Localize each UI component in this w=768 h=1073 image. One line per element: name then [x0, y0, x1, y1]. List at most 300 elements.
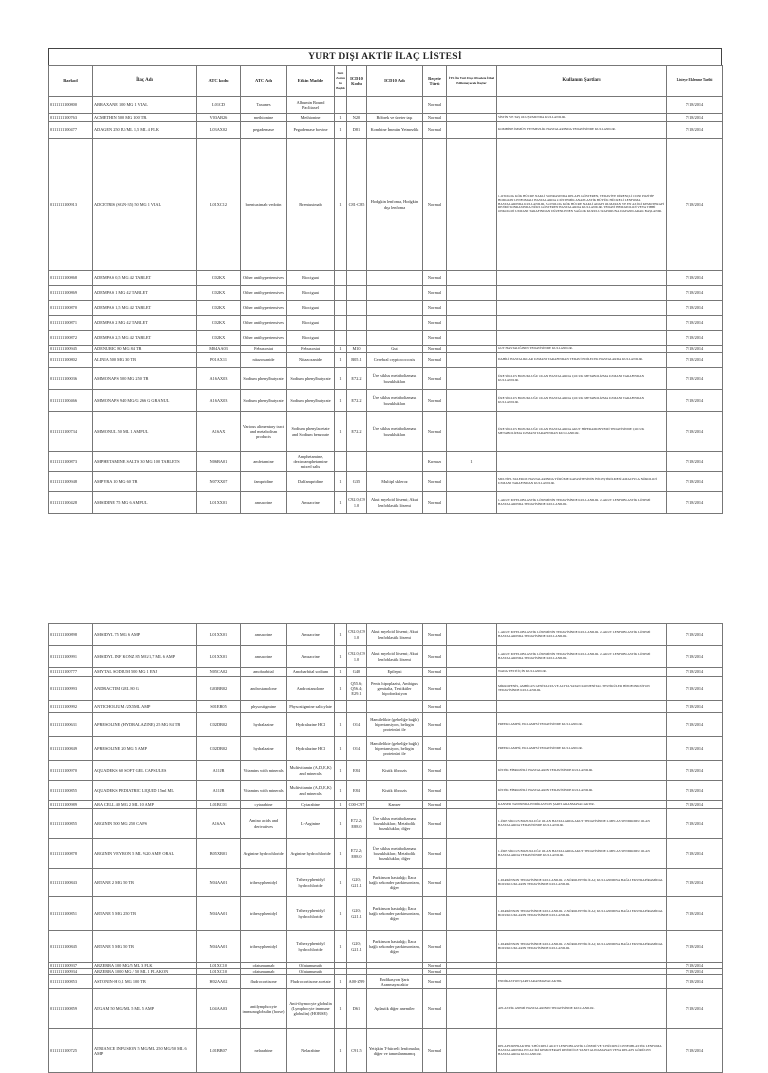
- cell-recete-turu: Normal: [423, 839, 447, 869]
- cell-listeye-eklenme: 7/18/2014: [667, 353, 723, 368]
- cell-etkin-madde: Androstanolone: [287, 677, 335, 701]
- cell-etkin-madde: L-Arginine: [287, 809, 335, 839]
- cell-icd10-adi: Kombine İmmün Yetmezlik: [367, 122, 423, 139]
- cell-icd10-kodu: G20; G21.1: [347, 931, 367, 963]
- cell-icd10-adi: [367, 452, 423, 472]
- cell-kullanim-sartlari: ÜRE SİKLUS BOZUKLUĞU OLAN HASTALARDA ÇOCUK METABOLİZMA UZMANI TARAFINDAN KULLANILIR.: [497, 390, 667, 412]
- cell-icd10-adi: Üre siklus metabolizması bozuklukları: [367, 390, 423, 412]
- cell-etkin-madde: Nelarabine: [287, 1029, 335, 1073]
- cell-kullanim-sartlari: 1-PARKİNSON TEDAVİSİNDE KULLANILIR. 2-NÖROLEPTİK İLAÇ KULLANIMINA BAĞLI EKSTRAPİRAMİDAL BOZUKLUKLARIN TEDAVİSİNDE KULLANILIR.: [497, 869, 667, 897]
- cell-atc-adi: Vitamins with minerals: [241, 781, 287, 801]
- cell-icd10-kodu: [347, 452, 367, 472]
- cell-atc-kodu: H02AA02: [197, 975, 241, 989]
- cell-sutt: 1: [335, 353, 347, 368]
- cell-listeye-eklenme: 7/18/2014: [667, 97, 723, 114]
- cell-barkod: 0111111100870: [49, 301, 93, 316]
- cell-atc-adi: Febuxostat: [241, 346, 287, 353]
- table-row: [49, 931, 723, 963]
- cell-recete-turu: Normal: [423, 492, 447, 514]
- cell-atc-kodu: N04AA01: [197, 869, 241, 897]
- cell-its-ithal: 1: [447, 452, 497, 472]
- cell-icd10-adi: Cerebral cryptococcosis: [367, 353, 423, 368]
- cell-icd10-kodu: E72.2; E88.0: [347, 839, 367, 869]
- cell-ilac-adi: ATRIANCE INFUSION 5 MG/ML 250 MG/50 ML 6 AMP: [93, 1029, 197, 1073]
- cell-listeye-eklenme: 7/18/2014: [667, 781, 723, 801]
- cell-atc-adi: amsacrine: [241, 492, 287, 514]
- cell-recete-turu: Normal: [423, 646, 447, 668]
- cell-icd10-kodu: E84: [347, 781, 367, 801]
- table-row: [49, 809, 723, 839]
- cell-atc-adi: Sodium phenylbutyrate: [241, 390, 287, 412]
- cell-atc-adi: amobarbital: [241, 668, 287, 677]
- table-row: [49, 301, 723, 316]
- cell-its-ithal: [447, 97, 497, 114]
- cell-atc-adi: androstanolone: [241, 677, 287, 701]
- cell-icd10-adi: [367, 301, 423, 316]
- cell-atc-kodu: A11JB: [197, 761, 241, 781]
- cell-atc-kodu: V03AB26: [197, 114, 241, 122]
- cell-icd10-adi: Üre siklus metabolizması bozuklukları; Metabolik bozukluklar, diğer: [367, 809, 423, 839]
- cell-icd10-adi: Üre siklus metabolizması bozuklukları: [367, 368, 423, 390]
- cell-barkod: 0111111100934: [49, 969, 93, 975]
- cell-atc-adi: Amino acids and derivatives: [241, 809, 287, 839]
- cell-sutt: 1: [335, 114, 347, 122]
- cell-atc-adi: trihexyphenidyl: [241, 897, 287, 931]
- cell-listeye-eklenme: 7/18/2014: [667, 286, 723, 301]
- header-listeye-eklenme: Listeye Eklenme Tarihi: [667, 66, 723, 97]
- cell-icd10-kodu: [347, 97, 367, 114]
- cell-atc-kodu: S01EB05: [197, 701, 241, 713]
- cell-its-ithal: [447, 301, 497, 316]
- cell-listeye-eklenme: 7/18/2014: [667, 809, 723, 839]
- cell-recete-turu: Normal: [423, 472, 447, 492]
- cell-ilac-adi: ADEMPAS 2,5 MG 42 TABLET: [93, 331, 197, 346]
- cell-kullanim-sartlari: 1-ÜRE SİKLUS BOZUKLUĞU OLAN HASTALARDA AKUT TEDAVİSİNDE 2-MELAS SENDROMU OLAN HASTALARDA TEDAVİSİNDE KULLANILIR.: [497, 839, 667, 869]
- cell-ilac-adi: APRESOLINE 20 MG 5 AMP: [93, 737, 197, 761]
- cell-etkin-madde: Febuxostat: [287, 346, 335, 353]
- cell-its-ithal: [447, 677, 497, 701]
- cell-listeye-eklenme: 7/18/2014: [667, 139, 723, 271]
- cell-icd10-kodu: D81: [347, 122, 367, 139]
- header-row: [49, 66, 723, 97]
- cell-atc-adi: hydralazine: [241, 737, 287, 761]
- cell-ilac-adi: AMMONAPS 500 MG 250 TB: [93, 368, 197, 390]
- cell-recete-turu: Normal: [423, 801, 447, 809]
- header-etkin-madde: Etkin Madde: [287, 66, 335, 97]
- cell-atc-kodu: L01BC01: [197, 801, 241, 809]
- cell-etkin-madde: Sodium phenylbutyrate: [287, 368, 335, 390]
- cell-icd10-kodu: G35: [347, 472, 367, 492]
- cell-ilac-adi: AQUADEKS PEDIATRIC LIQUID 15ml ML: [93, 781, 197, 801]
- cell-its-ithal: [447, 839, 497, 869]
- table-row: [49, 331, 723, 346]
- cell-kullanim-sartlari: 1-PARKİNSON TEDAVİSİNDE KULLANILIR. 2-NÖROLEPTİK İLAÇ KULLANIMINA BAĞLI EKSTRAPİRAMİDAL BOZUKLUKLARIN TEDAVİSİNDE KULLANILIR.: [497, 931, 667, 963]
- cell-barkod: 0111111100993: [49, 677, 93, 701]
- cell-listeye-eklenme: 7/18/2014: [667, 368, 723, 390]
- cell-listeye-eklenme: 7/18/2014: [667, 668, 723, 677]
- cell-listeye-eklenme: 7/18/2014: [667, 801, 723, 809]
- cell-listeye-eklenme: 7/18/2014: [667, 114, 723, 122]
- cell-its-ithal: [447, 668, 497, 677]
- cell-icd10-kodu: N20: [347, 114, 367, 122]
- cell-its-ithal: [447, 472, 497, 492]
- cell-ilac-adi: AMSIDYL INF KONZ 85 MG/1,7 ML 6 AMP: [93, 646, 197, 668]
- cell-sutt: 1: [335, 472, 347, 492]
- cell-barkod: 0111111100868: [49, 271, 93, 286]
- cell-sutt: 1: [335, 809, 347, 839]
- table-row: [49, 368, 723, 390]
- cell-icd10-kodu: [347, 271, 367, 286]
- cell-ilac-adi: ADCETRIS (SGN-35) 50 MG 1 VIAL: [93, 139, 197, 271]
- cell-recete-turu: Normal: [423, 761, 447, 781]
- cell-etkin-madde: Brentuximab: [287, 139, 335, 271]
- cell-atc-kodu: L04AA03: [197, 989, 241, 1029]
- header-barkod: Barkod: [49, 66, 93, 97]
- cell-its-ithal: [447, 492, 497, 514]
- cell-icd10-adi: [367, 331, 423, 346]
- drug-table: [48, 65, 723, 1073]
- cell-listeye-eklenme: 7/18/2014: [667, 122, 723, 139]
- cell-ilac-adi: ADEMPAS 1,5 MG 42 TABLET: [93, 301, 197, 316]
- cell-etkin-madde: Riociguat: [287, 301, 335, 316]
- cell-barkod: 0111111100991: [49, 646, 93, 668]
- cell-its-ithal: [447, 781, 497, 801]
- cell-ilac-adi: ABRAXANE 100 MG 1 VIAL: [93, 97, 197, 114]
- cell-ilac-adi: AQUADEKS 60 SOFT GEL CAPSULES: [93, 761, 197, 781]
- cell-sutt: 1: [335, 713, 347, 737]
- cell-atc-adi: hydralazine: [241, 713, 287, 737]
- cell-atc-adi: amsacrine: [241, 624, 287, 646]
- drug-table-body: [49, 97, 723, 1073]
- cell-listeye-eklenme: 7/18/2014: [667, 963, 723, 969]
- cell-etkin-madde: Riociguat: [287, 316, 335, 331]
- cell-sutt: 1: [335, 122, 347, 139]
- cell-icd10-kodu: G20; G21.1: [347, 869, 367, 897]
- table-row: [49, 271, 723, 286]
- cell-icd10-adi: [367, 316, 423, 331]
- cell-listeye-eklenme: 7/18/2014: [667, 975, 723, 989]
- cell-recete-turu: Normal: [423, 963, 447, 969]
- cell-listeye-eklenme: 7/18/2014: [667, 713, 723, 737]
- cell-icd10-kodu: E72.2: [347, 368, 367, 390]
- cell-kullanim-sartlari: GUT HASTALIĞININ TEDAVİSİNDE KULLANILIR.: [497, 346, 667, 353]
- cell-barkod: 0111111100800: [49, 97, 93, 114]
- cell-sutt: 1: [335, 781, 347, 801]
- table-row: [49, 286, 723, 301]
- cell-icd10-kodu: C92.0;C91.0: [347, 624, 367, 646]
- cell-atc-kodu: C02KX: [197, 301, 241, 316]
- cell-atc-kodu: L01BB07: [197, 1029, 241, 1073]
- header-sutt: Sutt Zorunlu Başlık: [335, 66, 347, 97]
- cell-atc-kodu: L03AX02: [197, 122, 241, 139]
- cell-barkod: 0111111100734: [49, 412, 93, 452]
- cell-icd10-kodu: G20; G21.1: [347, 897, 367, 931]
- cell-atc-kodu: C02DB02: [197, 737, 241, 761]
- table-row: [49, 781, 723, 801]
- cell-its-ithal: [447, 286, 497, 301]
- cell-atc-kodu: P01AX11: [197, 353, 241, 368]
- cell-its-ithal: [447, 114, 497, 122]
- cell-kullanim-sartlari: [497, 286, 667, 301]
- cell-ilac-adi: AMSIDINE 75 MG 6 AMPUL: [93, 492, 197, 514]
- cell-its-ithal: [447, 139, 497, 271]
- cell-etkin-madde: Amsacrine: [287, 646, 335, 668]
- cell-atc-kodu: C02DB02: [197, 713, 241, 737]
- cell-sutt: [335, 301, 347, 316]
- cell-atc-kodu: L01XC10: [197, 963, 241, 969]
- cell-its-ithal: [447, 975, 497, 989]
- cell-icd10-kodu: C81-C85: [347, 139, 367, 271]
- cell-icd10-kodu: C91.5: [347, 1029, 367, 1073]
- cell-atc-adi: Other antihypertensives: [241, 301, 287, 316]
- cell-barkod: 0111111100878: [49, 839, 93, 869]
- cell-listeye-eklenme: 7/18/2014: [667, 331, 723, 346]
- cell-its-ithal: [447, 368, 497, 390]
- cell-kullanim-sartlari: MULTİPL SKLEROZ HASTALARINDA YÜRÜME KAPASİTESİNİN İYİLEŞTİRİLMESİ AMACIYLA NÖROLOJİ UZMANI TARAFINDAN KULLANILIR.: [497, 472, 667, 492]
- cell-etkin-madde: Albumin Bound Paclitaxel: [287, 97, 335, 114]
- table-row: [49, 737, 723, 761]
- cell-sutt: [335, 97, 347, 114]
- cell-recete-turu: Normal: [423, 781, 447, 801]
- cell-ilac-adi: ANTICHOLIUM /2X5ML AMP: [93, 701, 197, 713]
- cell-barkod: 0111111100859: [49, 989, 93, 1029]
- cell-sutt: 1: [335, 989, 347, 1029]
- header-its-ithal: İTS İle Yurt Dışı Obsolete İthal Edilemeyecek İlaçlar: [447, 66, 497, 97]
- cell-icd10-adi: Yetişkin T-hücreli lenfomalar, diğer ve tanımlanmamış: [367, 1029, 423, 1073]
- cell-icd10-kodu: [347, 286, 367, 301]
- cell-atc-adi: pegademase: [241, 122, 287, 139]
- cell-icd10-adi: Multipl skleroz: [367, 472, 423, 492]
- cell-icd10-adi: Kanser: [367, 801, 423, 809]
- cell-etkin-madde: Trihexyphenidyl hydrochloride: [287, 931, 335, 963]
- cell-kullanim-sartlari: KOMBİNE İMMÜN YETMEZLİK HASTALARINDA TEDAVİSİNDE KULLANILIR.: [497, 122, 667, 139]
- cell-its-ithal: [447, 761, 497, 781]
- cell-ilac-adi: AMPYRA 10 MG 60 TB: [93, 472, 197, 492]
- cell-listeye-eklenme: 7/18/2014: [667, 624, 723, 646]
- table-row: [49, 869, 723, 897]
- cell-listeye-eklenme: 7/18/2014: [667, 701, 723, 713]
- cell-listeye-eklenme: 7/18/2014: [667, 646, 723, 668]
- cell-atc-adi: Taxanes: [241, 97, 287, 114]
- table-row: [49, 114, 723, 122]
- cell-atc-kodu: N05CA02: [197, 668, 241, 677]
- cell-listeye-eklenme: 7/18/2014: [667, 346, 723, 353]
- cell-etkin-madde: Trihexyphenidyl hydrochloride: [287, 897, 335, 931]
- cell-listeye-eklenme: 7/18/2014: [667, 677, 723, 701]
- cell-icd10-adi: Penis hipoplazisi, Ambigus genitalia, Testiküler hipofonksiyon: [367, 677, 423, 701]
- cell-icd10-adi: Hamilelikte (gebeliğe bağlı) hipertansiyon, belirgin proteinüri ile: [367, 737, 423, 761]
- cell-icd10-adi: Epilepsi: [367, 668, 423, 677]
- cell-icd10-kodu: E84: [347, 761, 367, 781]
- cell-sutt: 1: [335, 869, 347, 897]
- cell-atc-kodu: A16AA: [197, 809, 241, 839]
- cell-ilac-adi: AMMONAPS 940 MG/G 266 G GRANUL: [93, 390, 197, 412]
- cell-sutt: 1: [335, 897, 347, 931]
- cell-ilac-adi: ARZERRA 1000 MG / 50 ML 1 FLAKON: [93, 969, 197, 975]
- cell-etkin-madde: Hydralazine HCl: [287, 713, 335, 737]
- cell-listeye-eklenme: 7/18/2014: [667, 492, 723, 514]
- cell-atc-kodu: C02KX: [197, 286, 241, 301]
- table-row: [49, 761, 723, 781]
- cell-barkod: 0111111100945: [49, 346, 93, 353]
- cell-icd10-adi: Parkinson hastalığı; İlaca bağlı sekonder parkinsonizm, diğer: [367, 931, 423, 963]
- header-recete-turu: Reçete Türü: [423, 66, 447, 97]
- cell-atc-kodu: A16AX03: [197, 390, 241, 412]
- cell-icd10-kodu: E72.2; E88.0: [347, 809, 367, 839]
- cell-etkin-madde: Hydralazine HCl: [287, 737, 335, 761]
- header-atc-kodu: ATC kodu: [197, 66, 241, 97]
- cell-ilac-adi: ARZERRA 100 MG/5 ML 3 FLK: [93, 963, 197, 969]
- cell-atc-adi: Vitamins with minerals: [241, 761, 287, 781]
- header-atc-adi: ATC Adı: [241, 66, 287, 97]
- cell-its-ithal: [447, 713, 497, 737]
- cell-atc-adi: trihexyphenidyl: [241, 931, 287, 963]
- cell-sutt: 1: [335, 1029, 347, 1073]
- cell-atc-kodu: M04AA03: [197, 346, 241, 353]
- cell-recete-turu: Normal: [423, 114, 447, 122]
- table-row: [49, 346, 723, 353]
- cell-etkin-madde: Dalfampridine: [287, 472, 335, 492]
- cell-barkod: 0111111100869: [49, 286, 93, 301]
- cell-kullanim-sartlari: 1-AKUT MYELOBLASTİK LÖSEMİNİN TEDAVİSİNDE KULLANILIR. 2-AKUT LENFOBLASTİK LÖSEMİ HASTALARINDA TEDAVİSİNDE KULLANILIR.: [497, 646, 667, 668]
- header-kullanim-sartlari: Kullanım Şartları: [497, 66, 667, 97]
- header-ilac-adi: İlaç Adı: [93, 66, 197, 97]
- cell-etkin-madde: Anti-thymocyte globulin (Lymphocyte immune globulin) (HORSE): [287, 989, 335, 1029]
- cell-barkod: 0111111100970: [49, 761, 93, 781]
- cell-atc-kodu: N07XX07: [197, 472, 241, 492]
- cell-recete-turu: Normal: [423, 809, 447, 839]
- cell-atc-kodu: L01CD: [197, 97, 241, 114]
- cell-sutt: 1: [335, 975, 347, 989]
- cell-etkin-madde: Multivitamin (A,D,E,K) and minerals: [287, 761, 335, 781]
- cell-recete-turu: Normal: [423, 286, 447, 301]
- table-row: [49, 472, 723, 492]
- cell-kullanim-sartlari: [497, 301, 667, 316]
- cell-barkod: 0111111100428: [49, 492, 93, 514]
- cell-icd10-adi: [367, 97, 423, 114]
- cell-etkin-madde: Sodium phenylacetate and Sodium benzoate: [287, 412, 335, 452]
- cell-its-ithal: [447, 346, 497, 353]
- cell-atc-adi: Other antihypertensives: [241, 316, 287, 331]
- cell-listeye-eklenme: 7/18/2014: [667, 761, 723, 781]
- cell-sutt: 1: [335, 677, 347, 701]
- cell-sutt: 1: [335, 412, 347, 452]
- cell-ilac-adi: AMSIDYL 75 MG 6 AMP: [93, 624, 197, 646]
- cell-etkin-madde: Arginine hydrochloride: [287, 839, 335, 869]
- cell-its-ithal: [447, 1029, 497, 1073]
- cell-recete-turu: Normal: [423, 1029, 447, 1073]
- cell-icd10-adi: Akut myeloid lösemi; Akut lenfoblastik lösemi: [367, 646, 423, 668]
- cell-kullanim-sartlari: DAHİLİ HASTALIKLAR UZMANI TARAFINDAN TEDAVİ EDİLECEK HASTALARDA KULLANILIR.: [497, 353, 667, 368]
- cell-barkod: 0111111100855: [49, 809, 93, 839]
- table-row: [49, 839, 723, 869]
- cell-atc-adi: Other antihypertensives: [241, 286, 287, 301]
- cell-kullanim-sartlari: [497, 701, 667, 713]
- cell-etkin-madde: Amsacrine: [287, 624, 335, 646]
- cell-sutt: [335, 452, 347, 472]
- cell-ilac-adi: ARTANE 5 MG 50 TB: [93, 931, 197, 963]
- cell-its-ithal: [447, 646, 497, 668]
- cell-its-ithal: [447, 331, 497, 346]
- cell-atc-kodu: C02KX: [197, 271, 241, 286]
- cell-barkod: 0111111100913: [49, 139, 93, 271]
- cell-atc-adi: trihexyphenidyl: [241, 869, 287, 897]
- cell-recete-turu: Normal: [423, 122, 447, 139]
- cell-ilac-adi: ATGAM 50 MG/ML 5 ML 5 AMP: [93, 989, 197, 1029]
- table-row: [49, 452, 723, 472]
- table-row: [49, 989, 723, 1029]
- cell-kullanim-sartlari: ÜRE SİKLUS BOZUKLUĞU OLAN HASTALARDA AKUT HİPERAMONYEMİ TEDAVİSİNDE ÇOCUK METABOLİZMA UZMANI TARAFINDAN KULLANILIR.: [497, 412, 667, 452]
- cell-atc-kodu: N04AA01: [197, 897, 241, 931]
- cell-ilac-adi: ACMETHIN 500 MG 100 TB.: [93, 114, 197, 122]
- cell-atc-adi: amsacrine: [241, 646, 287, 668]
- cell-barkod: 0111111100466: [49, 390, 93, 412]
- cell-sutt: 1: [335, 368, 347, 390]
- table-row: [49, 412, 723, 452]
- cell-icd10-adi: Parkinson hastalığı; İlaca bağlı sekonder parkinsonizm, diğer: [367, 869, 423, 897]
- cell-listeye-eklenme: 7/18/2014: [667, 316, 723, 331]
- cell-its-ithal: [447, 122, 497, 139]
- cell-kullanim-sartlari: MİKROPENİS, AMBİGUS GENİTALYA VE ALTTA YATAN KONJENİTAL TESTİKÜLER HİPOFONKSİYON TEDAVİSİNDE KULLANILIR.: [497, 677, 667, 701]
- cell-sutt: 1: [335, 761, 347, 781]
- page-break-gap: [49, 514, 723, 624]
- cell-etkin-madde: Nitazoxanide: [287, 353, 335, 368]
- table-row: [49, 139, 723, 271]
- cell-recete-turu: Normal: [423, 368, 447, 390]
- table-row: [49, 390, 723, 412]
- cell-kullanim-sartlari: 1-OTOLOG KÖK HÜCRE NAKLİ SONRASINDA RELAPS GÖSTEREN, TEDAVİYE DİRENÇLİ CD30 POZİTİF HODGKIN LENFOMALI HASTALARDA 2-SİSTEMİK ANAPLASTİK BÜYÜK HÜCRELİ LENFOMA HASTALARINDA KULLANILIR. 3-OTOLOG KÖK HÜCRE NAKLİ ADAYI OLMAYAN VE EN AZ İKİ KEMOTERAPİ REJİMİ SONRASINDA NÜKS GÖSTEREN HASTALARDA KULLANILIR. TEDAVİ HEMATOLOJİ VEYA TIBBİ ONKOLOJİ UZMANI TARAFINDAN DÜZENLENEN SAĞLIK KURULU RAPORUNA DAYANILARAK BAŞLANIR.: [497, 139, 667, 271]
- cell-atc-kodu: C02KX: [197, 331, 241, 346]
- cell-barkod: 0111111100989: [49, 801, 93, 809]
- cell-etkin-madde: Amobarbital sodium: [287, 668, 335, 677]
- cell-listeye-eklenme: 7/18/2014: [667, 897, 723, 931]
- document-title: YURT DIŞI AKTİF İLAÇ LİSTESİ: [48, 48, 722, 65]
- cell-icd10-kodu: Q55.6; Q56.4; E29.1: [347, 677, 367, 701]
- cell-listeye-eklenme: 7/18/2014: [667, 969, 723, 975]
- cell-icd10-kodu: G40: [347, 668, 367, 677]
- cell-icd10-kodu: O14: [347, 737, 367, 761]
- cell-barkod: 0111111100855: [49, 781, 93, 801]
- cell-recete-turu: Normal: [423, 969, 447, 975]
- cell-icd10-adi: [367, 286, 423, 301]
- cell-atc-adi: physostigmine: [241, 701, 287, 713]
- cell-its-ithal: [447, 931, 497, 963]
- table-row: [49, 801, 723, 809]
- cell-recete-turu: Normal: [423, 713, 447, 737]
- cell-barkod: 0111111100849: [49, 737, 93, 761]
- cell-icd10-kodu: C00-C97: [347, 801, 367, 809]
- cell-icd10-adi: Böbrek ve üreter taşı: [367, 114, 423, 122]
- cell-listeye-eklenme: 7/18/2014: [667, 989, 723, 1029]
- cell-atc-adi: Arginine hydrochloride: [241, 839, 287, 869]
- cell-sutt: [335, 286, 347, 301]
- cell-barkod: 0111111100036: [49, 368, 93, 390]
- cell-barkod: 0111111100631: [49, 713, 93, 737]
- cell-recete-turu: Normal: [423, 677, 447, 701]
- cell-atc-adi: methionine: [241, 114, 287, 122]
- cell-icd10-kodu: [347, 331, 367, 346]
- table-row: [49, 975, 723, 989]
- cell-its-ithal: [447, 412, 497, 452]
- cell-sutt: [335, 331, 347, 346]
- cell-atc-kodu: B05XB01: [197, 839, 241, 869]
- cell-etkin-madde: Fludrocortisone acetate: [287, 975, 335, 989]
- cell-sutt: 1: [335, 139, 347, 271]
- header-icd10-kodu: ICD10 Kodu: [347, 66, 367, 97]
- cell-etkin-madde: Ofatumumab: [287, 963, 335, 969]
- table-row: [49, 316, 723, 331]
- table-row: [49, 713, 723, 737]
